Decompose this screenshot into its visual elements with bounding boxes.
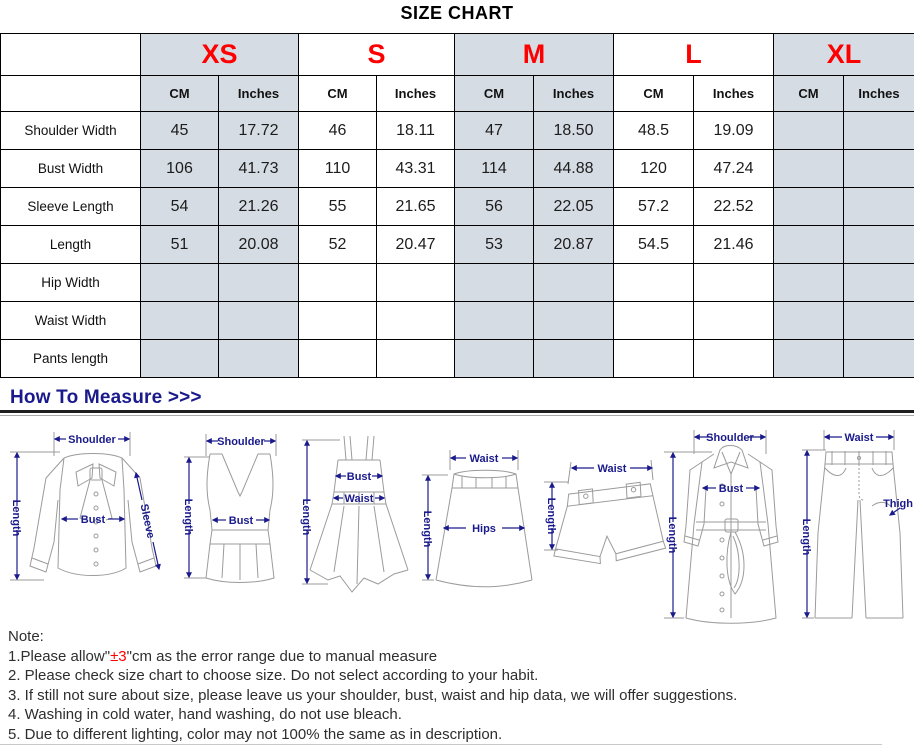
unit-header-cm: CM	[299, 76, 377, 112]
blouse-length-label: Length	[10, 499, 22, 537]
note1-tolerance-value: ±3	[110, 647, 127, 665]
table-row	[1, 340, 914, 378]
size-value-cell	[219, 302, 299, 340]
size-value-cell: 20.08	[219, 226, 299, 264]
size-value-cell	[774, 188, 844, 226]
shorts-length-label: Length	[545, 497, 557, 535]
unit-header-cm: CM	[141, 76, 219, 112]
size-value-cell	[844, 150, 914, 188]
size-value-cell	[534, 264, 614, 302]
how-to-measure-heading: How To Measure >>>	[10, 387, 202, 408]
size-value-cell	[534, 302, 614, 340]
corner-cell	[1, 34, 141, 76]
dress-bust-label: Bust	[346, 471, 372, 483]
corner-cell	[1, 76, 141, 112]
size-value-cell: 52	[299, 226, 377, 264]
size-value-cell: 120	[614, 150, 694, 188]
skirt-length-label: Length	[421, 510, 433, 548]
size-value-cell: 106	[141, 150, 219, 188]
pants-thigh-label: Thigh	[883, 498, 913, 510]
size-header-xs: XS	[141, 34, 299, 76]
size-value-cell	[694, 264, 774, 302]
size-value-cell	[219, 340, 299, 378]
shorts-waist-label: Waist	[597, 463, 627, 475]
notes-section	[8, 627, 908, 745]
size-value-cell: 54.5	[614, 226, 694, 264]
size-value-cell	[774, 340, 844, 378]
dress-waist-label: Waist	[344, 493, 374, 505]
row-label: Waist Width	[1, 302, 141, 340]
size-value-cell: 22.52	[694, 188, 774, 226]
pants-drawing	[815, 451, 903, 618]
size-value-cell: 54	[141, 188, 219, 226]
garment-tank-top-figure	[180, 432, 300, 592]
size-value-cell: 21.26	[219, 188, 299, 226]
size-value-cell	[844, 264, 914, 302]
size-header-s: S	[299, 34, 455, 76]
dress-drawing	[310, 436, 408, 592]
section-divider-shadow	[0, 415, 914, 416]
size-value-cell	[844, 226, 914, 264]
size-value-cell	[844, 112, 914, 150]
size-value-cell	[455, 264, 534, 302]
size-value-cell: 18.11	[377, 112, 455, 150]
note-line-1	[8, 647, 908, 667]
note1-text: "cm as the error range due to manual measure	[126, 647, 438, 665]
size-value-cell: 48.5	[614, 112, 694, 150]
row-label: Hip Width	[1, 264, 141, 302]
size-header-m: M	[455, 34, 614, 76]
blouse-sleeve-label: Sleeve	[137, 502, 157, 540]
size-value-cell	[377, 302, 455, 340]
skirt-hips-label: Hips	[472, 523, 496, 535]
garment-blouse-figure	[6, 430, 178, 600]
size-header-l: L	[614, 34, 774, 76]
section-divider	[0, 410, 914, 413]
size-value-cell	[299, 340, 377, 378]
row-label: Bust Width	[1, 150, 141, 188]
unit-header-inches: Inches	[377, 76, 455, 112]
size-value-cell: 47.24	[694, 150, 774, 188]
unit-header-inches: Inches	[219, 76, 299, 112]
size-value-cell	[694, 340, 774, 378]
size-value-cell: 114	[455, 150, 534, 188]
row-label: Shoulder Width	[1, 112, 141, 150]
row-label: Length	[1, 226, 141, 264]
size-value-cell	[455, 340, 534, 378]
size-value-cell: 56	[455, 188, 534, 226]
size-value-cell	[299, 302, 377, 340]
dress-length-label: Length	[300, 498, 312, 536]
size-value-cell: 18.50	[534, 112, 614, 150]
size-value-cell: 20.47	[377, 226, 455, 264]
measurement-illustrations	[0, 420, 914, 625]
tank-length-label: Length	[182, 498, 194, 536]
size-value-cell: 17.72	[219, 112, 299, 150]
unit-header-cm: CM	[614, 76, 694, 112]
table-row	[1, 226, 914, 264]
size-value-cell	[141, 302, 219, 340]
notes-heading: Note:	[8, 628, 44, 645]
unit-header-inches: Inches	[844, 76, 914, 112]
size-value-cell	[299, 264, 377, 302]
size-value-cell	[614, 302, 694, 340]
size-value-cell	[844, 302, 914, 340]
garment-shorts-figure	[540, 458, 668, 578]
size-value-cell: 43.31	[377, 150, 455, 188]
size-value-cell: 20.87	[534, 226, 614, 264]
size-value-cell	[614, 264, 694, 302]
unit-header-inches: Inches	[694, 76, 774, 112]
skirt-waist-label: Waist	[469, 453, 499, 465]
shorts-drawing	[550, 481, 666, 566]
size-value-cell	[377, 340, 455, 378]
note-line-5: 5. Due to different lighting, color may not 100% the same as in description.	[8, 725, 503, 743]
size-value-cell: 19.09	[694, 112, 774, 150]
row-label: Sleeve Length	[1, 188, 141, 226]
size-value-cell: 55	[299, 188, 377, 226]
note1-text: 1.Please allow"	[8, 647, 111, 665]
size-value-cell	[844, 188, 914, 226]
bottom-divider	[0, 744, 882, 745]
pants-length-label: Length	[800, 518, 812, 556]
pants-waist-label: Waist	[844, 432, 874, 444]
note-line-3: 3. If still not sure about size, please leave us your shoulder, bust, waist and hip data, we will offer suggestions.	[8, 686, 738, 704]
size-value-cell	[534, 340, 614, 378]
garment-dress-figure	[300, 432, 418, 600]
size-value-cell	[774, 112, 844, 150]
size-value-cell: 41.73	[219, 150, 299, 188]
garment-pants-figure	[800, 428, 914, 623]
coat-bust-label: Bust	[718, 483, 744, 495]
size-value-cell: 110	[299, 150, 377, 188]
table-row	[1, 302, 914, 340]
table-row	[1, 150, 914, 188]
size-value-cell: 22.05	[534, 188, 614, 226]
unit-header-row	[1, 76, 914, 112]
size-value-cell	[219, 264, 299, 302]
size-table-body	[1, 112, 914, 378]
tank-shoulder-label: Shoulder	[217, 436, 265, 448]
size-value-cell	[377, 264, 455, 302]
row-label: Pants length	[1, 340, 141, 378]
coat-drawing	[684, 446, 778, 624]
blouse-shoulder-label: Shoulder	[68, 434, 116, 446]
size-value-cell: 51	[141, 226, 219, 264]
size-value-cell	[774, 302, 844, 340]
size-value-cell	[774, 226, 844, 264]
blouse-bust-label: Bust	[80, 514, 106, 526]
size-value-cell	[455, 302, 534, 340]
size-value-cell: 21.46	[694, 226, 774, 264]
note-line-4: 4. Washing in cold water, hand washing, do not use bleach.	[8, 706, 402, 724]
size-value-cell	[774, 264, 844, 302]
size-value-cell	[774, 150, 844, 188]
size-value-cell	[141, 264, 219, 302]
coat-shoulder-label: Shoulder	[706, 432, 754, 444]
size-value-cell: 57.2	[614, 188, 694, 226]
size-value-cell: 53	[455, 226, 534, 264]
table-row	[1, 264, 914, 302]
tank-bust-label: Bust	[228, 515, 254, 527]
unit-header-inches: Inches	[534, 76, 614, 112]
size-value-cell	[694, 302, 774, 340]
size-header-xl: XL	[774, 34, 914, 76]
garment-coat-figure	[656, 428, 801, 623]
page-title: SIZE CHART	[400, 3, 514, 23]
size-chart-table	[0, 33, 914, 378]
size-value-cell: 46	[299, 112, 377, 150]
unit-header-cm: CM	[774, 76, 844, 112]
table-row	[1, 112, 914, 150]
size-value-cell	[614, 340, 694, 378]
size-value-cell	[141, 340, 219, 378]
size-value-cell	[844, 340, 914, 378]
unit-header-cm: CM	[455, 76, 534, 112]
table-row	[1, 188, 914, 226]
size-value-cell: 44.88	[534, 150, 614, 188]
size-value-cell: 21.65	[377, 188, 455, 226]
size-value-cell: 47	[455, 112, 534, 150]
size-value-cell: 45	[141, 112, 219, 150]
note-line-2: 2. Please check size chart to choose size. Do not select according to your habit.	[8, 667, 539, 685]
size-header-row	[1, 34, 914, 76]
coat-length-label: Length	[666, 516, 678, 554]
garment-skirt-figure	[420, 448, 540, 593]
